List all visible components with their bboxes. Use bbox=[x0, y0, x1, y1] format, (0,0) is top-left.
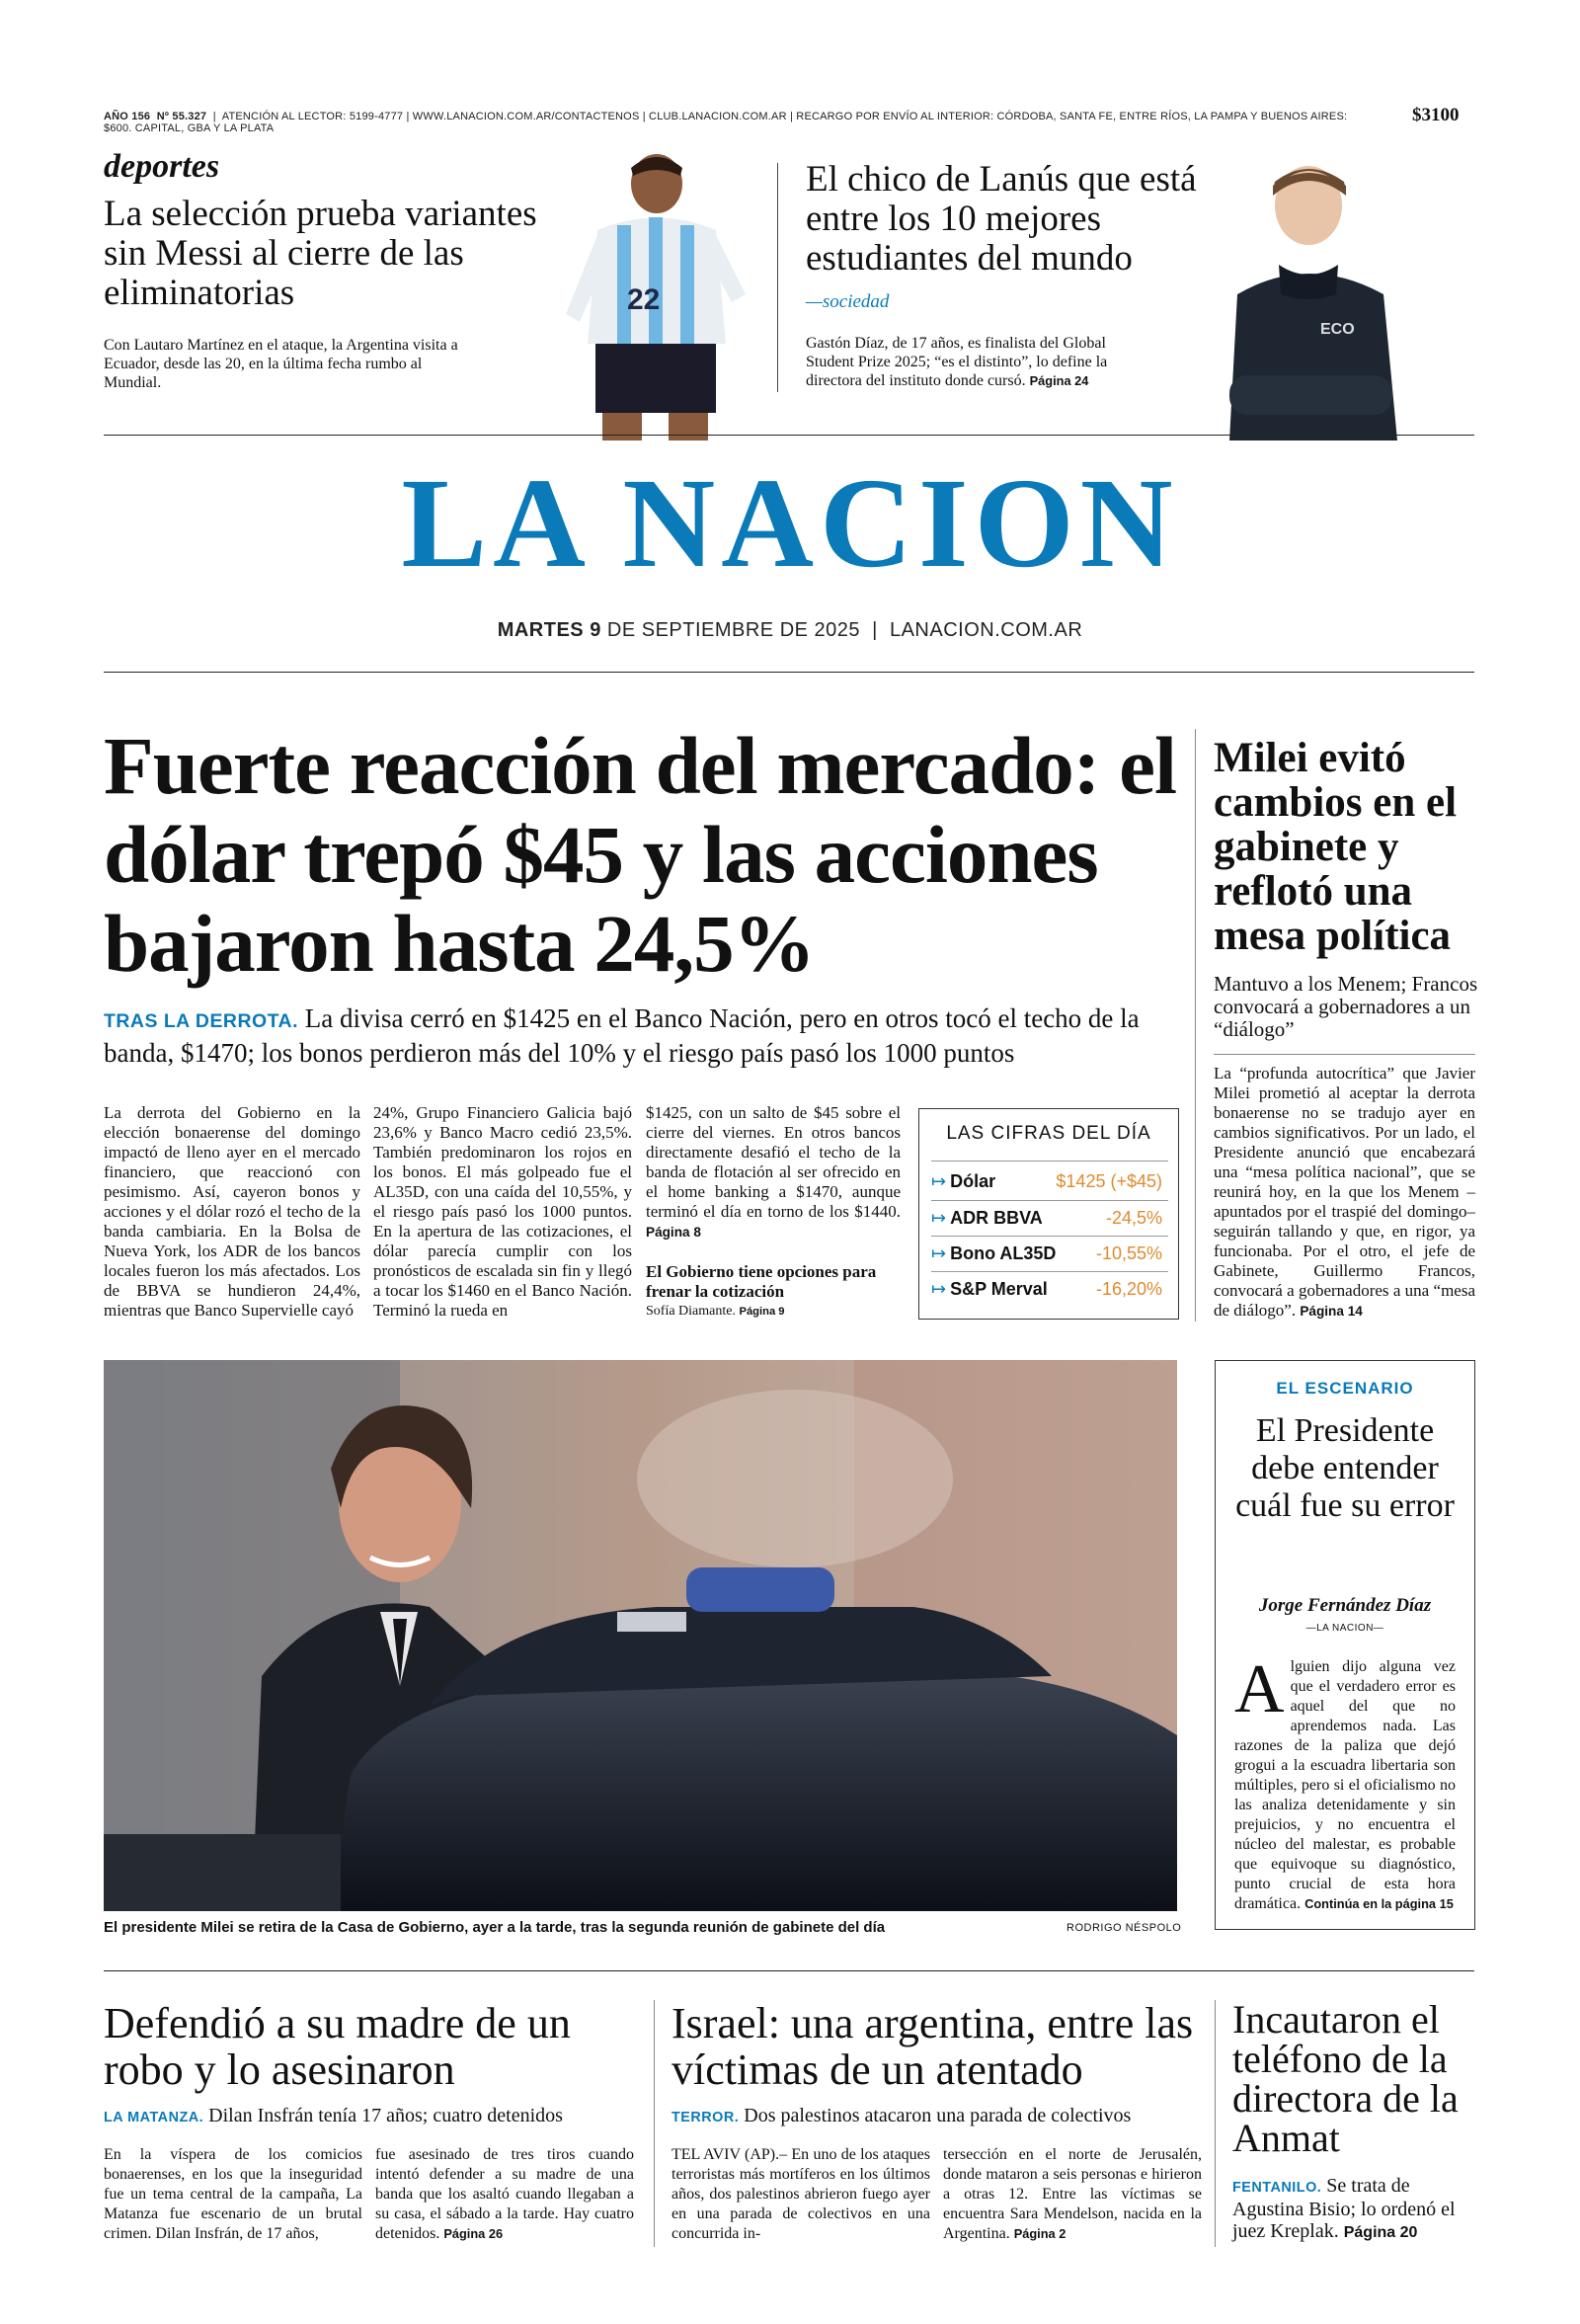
figures-box bbox=[918, 1108, 1179, 1320]
main-column-3: $1425, con un salto de $45 sobre el cierre del viernes. En otros bancos directamente desafió el techo de la banda de flotación al ser ofrecido en el home banking a $1470, aunque terminó el día en torno de los $1440. Página 8 bbox=[646, 1103, 901, 1240]
deportes-kicker: deportes bbox=[104, 148, 220, 185]
photo-caption: El presidente Milei se retira de la Casa de Gobierno, ayer a la tarde, tras la segunda reunión de gabinete del día bbox=[104, 1919, 886, 1936]
opinion-body: Alguien dijo alguna vez que el verdadero error es aquel del que no aprendemos nada. Las razones de la paliza que dejó grogui a la escuadra libertaria son múltiples, pero si el oficialismo no las analiza detenidamente y sin prejuicios, y no encuentra el núcleo del malestar, es probable que equivoque su diagnóstico, punto crucial de esta hora dramática. Continúa en la página 15 bbox=[1234, 1651, 1456, 1912]
main-kicker: TRAS LA DERROTA. bbox=[104, 1010, 298, 1032]
masthead-rule bbox=[104, 672, 1474, 673]
newspaper-logo[interactable]: LA NACION bbox=[401, 452, 1179, 595]
bottom-story-2-headline[interactable]: Israel: una argentina, entre las víctimas de un atentado bbox=[672, 1999, 1194, 2094]
bottom-story-2-deck: TERROR. Dos palestinos atacaron una parada de colectivos bbox=[672, 2105, 1132, 2126]
opinion-outlet: —LA NACION— bbox=[1305, 1623, 1384, 1634]
figure-row-adr: ↦ ADR BBVA -24,5% bbox=[931, 1208, 1162, 1228]
milei-headline[interactable]: Milei evitó cambios en el gabinete y reflotó una mesa política bbox=[1214, 735, 1458, 959]
dateline: MARTES 9 DE SEPTIEMBRE DE 2025 | LANACION.COM.AR bbox=[497, 619, 1083, 641]
figures-title: LAS CIFRAS DEL DÍA bbox=[946, 1123, 1151, 1144]
photo-credit: RODRIGO NÉSPOLO bbox=[1066, 1922, 1182, 1934]
footballer-photo bbox=[558, 146, 750, 441]
related-story[interactable]: El Gobierno tiene opciones para frenar la cotización Sofía Diamante. Página 9 bbox=[646, 1262, 877, 1319]
drop-cap: A bbox=[1234, 1651, 1285, 1727]
lanus-title[interactable]: El chico de Lanús que está entre los 10 mejores estudiantes del mundo bbox=[806, 159, 1197, 279]
bottom-story-2-col-2: tersección en el norte de Jerusalén, donde mataron a seis personas e hirieron a otras 12. Entre las víctimas se encuentra Sara Mendelson, nacida en la Argentina. Página 2 bbox=[943, 2146, 1202, 2242]
milei-rule bbox=[1214, 1054, 1475, 1055]
lanus-summary: Gastón Díaz, de 17 años, es finalista del Global Student Prize 2025; “es el distinto”, lo define la directora del instituto donde cursó. Página 24 bbox=[806, 335, 1108, 389]
bottom-story-3-headline[interactable]: Incautaron el teléfono de la directora de la Anmat bbox=[1232, 1997, 1459, 2160]
deportes-summary: Con Lautaro Martínez en el ataque, la Argentina visita a Ecuador, desde las 20, en la última fecha rumbo al Mundial. bbox=[104, 337, 458, 391]
milei-deck: Mantuvo a los Menem; Francos convocará a gobernadores a un “diálogo” bbox=[1214, 972, 1478, 1041]
lanus-section[interactable]: —sociedad bbox=[806, 291, 890, 312]
right-column-divider bbox=[1195, 729, 1196, 1322]
figure-row-dolar: ↦ Dólar $1425 (+$45) bbox=[931, 1171, 1162, 1191]
student-photo bbox=[1210, 146, 1412, 441]
teaser-divider bbox=[777, 163, 778, 392]
edition-strip: AÑO 156 Nº 55.327 | ATENCIÓN AL LECTOR: 5199-4777 | WWW.LANACION.COM.AR/CONTACTENOS | CLUB.LANACION.COM.AR | RECARGO POR ENVÍO AL INTERIOR: CÓRDOBA, SANTA FE, ENTRE RÍOS, LA PAMPA Y BUENOS AIRES: $600. CAPITAL, GBA Y LA PLATA bbox=[104, 111, 1348, 134]
svg-text:ECO: ECO bbox=[1320, 321, 1355, 338]
bottom-story-1-col-1: En la víspera de los comicios bonaerenses, en los que la inseguridad fue un tema central de la campaña, La Matanza fue escenario de un brutal crimen. Dilan Insfrán, de 17 años, bbox=[104, 2146, 362, 2242]
main-column-2: 24%, Grupo Financiero Galicia bajó 23,6% y Banco Macro cedió 23,5%. También predominaron los rojos en los bonos. El más golpeado fue el AL35D, con una caída del 10,55%, y el riesgo país pasó los 1000 puntos. En la apertura de las cotizaciones, el dólar parecía cumplir con los pronósticos de escalada sin fin y llegó a tocar los $1460 en el Banco Nación. Terminó la rueda en bbox=[373, 1103, 632, 1320]
bottom-story-1-col-2: fue asesinado de tres tiros cuando intentó defender a su madre de una banda que los asaltó cuando llegaban a su casa, el sábado a la tarde. Hay cuatro detenidos. Página 26 bbox=[375, 2146, 634, 2242]
bottom-story-3-deck: FENTANILO. Se trata de Agustina Bisio; lo ordenó el juez Kreplak. Página 20 bbox=[1232, 2175, 1456, 2242]
main-deck: TRAS LA DERROTA. La divisa cerró en $1425 en el Banco Nación, pero en otros tocó el techo de la banda, $1470; los bonos perdieron más del 10% y el riesgo país pasó los 1000 puntos bbox=[104, 1003, 1140, 1068]
bottom-story-1-headline[interactable]: Defendió a su madre de un robo y lo asesinaron bbox=[104, 1999, 571, 2094]
opinion-author: Jorge Fernández Díaz bbox=[1258, 1595, 1432, 1616]
bottom-divider-2 bbox=[1215, 2000, 1216, 2247]
figure-row-bono: ↦ Bono AL35D -10,55% bbox=[931, 1243, 1162, 1263]
bottom-rule bbox=[104, 1970, 1474, 1971]
figure-row-merval: ↦ S&P Merval -16,20% bbox=[931, 1279, 1162, 1299]
opinion-kicker: EL ESCENARIO bbox=[1276, 1379, 1414, 1398]
milei-body: La “profunda autocrítica” que Javier Milei prometió al aceptar la derrota bonaerense no se tradujo ayer en cambios significativos. Por un lado, el Presidente anunció que encabezará una “mesa política nacional”, que se reunirá hoy, en la que los Menem –apuntados por el traspié del domingo– seguirán tallando y que, en rigor, ya funcionaba. Por el otro, el jefe de Gabinete, Guillermo Francos, convocará a gobernadores a una “mesa de diálogo”. Página 14 bbox=[1214, 1064, 1475, 1320]
main-column-1: La derrota del Gobierno en la elección bonaerense del domingo impactó de lleno ayer en el mercado financiero, que reaccionó con pesimismo. Así, cayeron bonos y acciones y el dólar rozó el techo de la banda cambiaria. En la Bolsa de Nueva York, los ADR de los bancos locales fueron los más afectados. Los de BBVA se hundieron 24,4%, mientras que Banco Supervielle cayó bbox=[104, 1103, 360, 1320]
milei-car-photo bbox=[104, 1360, 1177, 1911]
teaser-rule bbox=[104, 435, 1474, 436]
svg-text:22: 22 bbox=[627, 283, 661, 316]
cover-price: $3100 bbox=[1412, 105, 1460, 125]
main-headline[interactable]: Fuerte reacción del mercado: el dólar trepó $45 y las acciones bajaron hasta 24,5% bbox=[104, 720, 1177, 989]
bottom-story-2-col-1: TEL AVIV (AP).– En uno de los ataques terroristas más mortíferos en los últimos años, dos palestinos abrieron fuego ayer en una parada de colectivos en una concurrida in- bbox=[672, 2146, 930, 2242]
deportes-title[interactable]: La selección prueba variantes sin Messi al cierre de las eliminatorias bbox=[104, 194, 537, 313]
bottom-story-1-deck: LA MATANZA. Dilan Insfrán tenía 17 años; cuatro detenidos bbox=[104, 2105, 563, 2126]
opinion-title[interactable]: El Presidente debe entender cuál fue su error bbox=[1235, 1412, 1455, 1524]
bottom-divider-1 bbox=[654, 2000, 655, 2247]
